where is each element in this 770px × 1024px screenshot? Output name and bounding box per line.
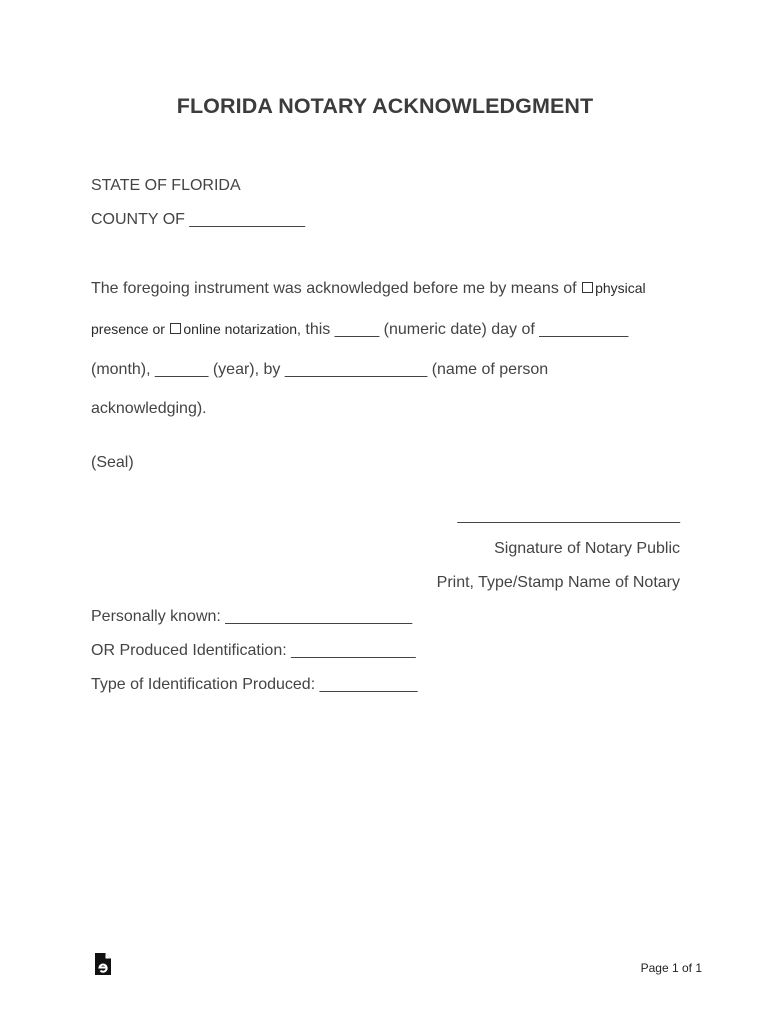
- acknowledgment-text-2: this _____ (numeric date) day of __________: [305, 321, 629, 338]
- acknowledgment-line-4: acknowledging).: [91, 400, 207, 417]
- personally-known-line: Personally known: _____________________: [91, 608, 413, 625]
- document-e-logo-icon: [94, 952, 112, 976]
- online-notarization-label: online notarization,: [183, 321, 301, 337]
- identification-type-line: Type of Identification Produced: ___________: [91, 676, 418, 693]
- signature-line: _________________________: [457, 507, 680, 524]
- print-name-label: Print, Type/Stamp Name of Notary: [436, 574, 680, 591]
- acknowledgment-line-1: [91, 280, 646, 298]
- acknowledgment-line-2: [91, 321, 628, 339]
- presence-option-label: presence or: [91, 321, 165, 337]
- online-notarization-checkbox[interactable]: [170, 323, 181, 334]
- county-line: COUNTY OF _____________: [91, 211, 306, 228]
- acknowledgment-text-1: The foregoing instrument was acknowledged before me by means of: [91, 280, 577, 297]
- seal-label: (Seal): [91, 454, 134, 471]
- produced-identification-line: OR Produced Identification: ______________: [91, 642, 416, 659]
- signature-label: Signature of Notary Public: [494, 540, 680, 557]
- state-line: STATE OF FLORIDA: [91, 177, 241, 194]
- physical-option-label: physical: [595, 280, 646, 296]
- document-title: FLORIDA NOTARY ACKNOWLEDGMENT: [176, 94, 594, 118]
- physical-presence-checkbox[interactable]: [582, 282, 593, 293]
- acknowledgment-line-3: (month), ______ (year), by ________________ (name of person: [91, 361, 549, 378]
- page-number: Page 1 of 1: [640, 961, 702, 975]
